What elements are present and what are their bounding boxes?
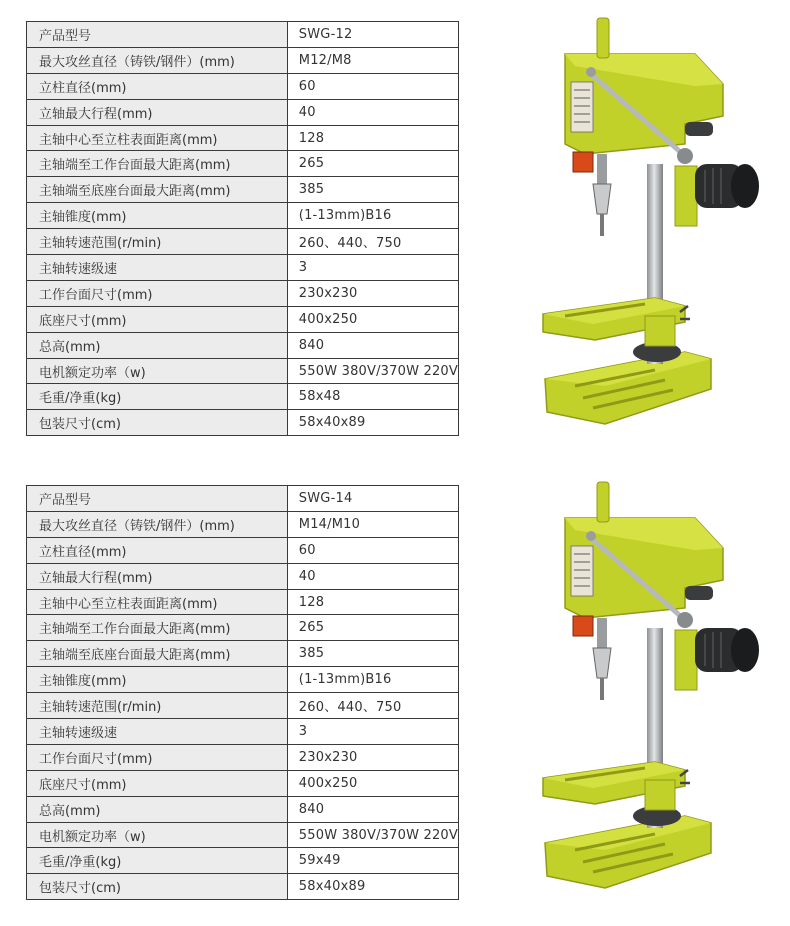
- spec-row: [27, 203, 459, 229]
- spec-value: 3: [287, 255, 458, 281]
- spec-row: [27, 99, 459, 125]
- spec-value: 128: [287, 589, 458, 615]
- spec-row: [27, 667, 459, 693]
- spec-value: 260、440、750: [287, 693, 458, 719]
- spec-value: 230x230: [287, 280, 458, 306]
- spec-value: 260、440、750: [287, 229, 458, 255]
- spec-label: 产品型号: [27, 22, 288, 48]
- spec-row: [27, 47, 459, 73]
- spec-label: 毛重/净重(kg): [27, 384, 288, 410]
- spec-value: 840: [287, 332, 458, 358]
- spec-row: [27, 693, 459, 719]
- spec-label: 产品型号: [27, 486, 288, 512]
- spec-label: 最大攻丝直径（铸铁/钢件）(mm): [27, 511, 288, 537]
- spec-row: [27, 874, 459, 900]
- spec-row: [27, 410, 459, 436]
- spec-row: [27, 796, 459, 822]
- spec-value: 59x49: [287, 848, 458, 874]
- spec-row: [27, 537, 459, 563]
- spec-row: [27, 848, 459, 874]
- spec-value: 58x40x89: [287, 874, 458, 900]
- tapping-machine-image: [535, 14, 765, 434]
- spec-row: [27, 744, 459, 770]
- spec-value: SWG-14: [287, 486, 458, 512]
- spec-label: 电机额定功率（w): [27, 358, 288, 384]
- spec-row: [27, 511, 459, 537]
- spec-row: [27, 255, 459, 281]
- spec-value: 58x48: [287, 384, 458, 410]
- spec-value: SWG-12: [287, 22, 458, 48]
- spec-value: 265: [287, 151, 458, 177]
- spec-row: [27, 486, 459, 512]
- spec-label: 主轴中心至立柱表面距离(mm): [27, 125, 288, 151]
- spec-value: 840: [287, 796, 458, 822]
- spec-value: M14/M10: [287, 511, 458, 537]
- spec-row: [27, 615, 459, 641]
- spec-label: 总高(mm): [27, 796, 288, 822]
- spec-label: 包装尺寸(cm): [27, 874, 288, 900]
- spec-value: 3: [287, 719, 458, 745]
- spec-label: 立轴最大行程(mm): [27, 563, 288, 589]
- spec-row: [27, 306, 459, 332]
- spec-label: 电机额定功率（w): [27, 822, 288, 848]
- spec-label: 主轴转速范围(r/min): [27, 693, 288, 719]
- spec-row: [27, 719, 459, 745]
- spec-value: 400x250: [287, 306, 458, 332]
- spec-label: 主轴转速级速: [27, 719, 288, 745]
- spec-value: 400x250: [287, 770, 458, 796]
- spec-label: 立柱直径(mm): [27, 537, 288, 563]
- spec-value: (1-13mm)B16: [287, 667, 458, 693]
- spec-label: 最大攻丝直径（铸铁/钢件）(mm): [27, 47, 288, 73]
- spec-row: [27, 332, 459, 358]
- spec-value: 60: [287, 73, 458, 99]
- spec-value: 550W 380V/370W 220V: [287, 822, 458, 848]
- spec-label: 主轴锥度(mm): [27, 667, 288, 693]
- spec-value: 550W 380V/370W 220V: [287, 358, 458, 384]
- spec-label: 主轴锥度(mm): [27, 203, 288, 229]
- spec-value: 58x40x89: [287, 410, 458, 436]
- spec-row: [27, 563, 459, 589]
- spec-row: [27, 22, 459, 48]
- spec-label: 主轴端至底座台面最大距离(mm): [27, 177, 288, 203]
- spec-row: [27, 822, 459, 848]
- spec-label: 工作台面尺寸(mm): [27, 280, 288, 306]
- spec-table-swg-12: [26, 21, 459, 436]
- spec-label: 工作台面尺寸(mm): [27, 744, 288, 770]
- spec-label: 主轴转速级速: [27, 255, 288, 281]
- spec-label: 立轴最大行程(mm): [27, 99, 288, 125]
- spec-label: 总高(mm): [27, 332, 288, 358]
- spec-row: [27, 73, 459, 99]
- spec-value: M12/M8: [287, 47, 458, 73]
- spec-value: 40: [287, 563, 458, 589]
- spec-row: [27, 384, 459, 410]
- spec-row: [27, 177, 459, 203]
- spec-value: 230x230: [287, 744, 458, 770]
- spec-value: 385: [287, 641, 458, 667]
- spec-value: 40: [287, 99, 458, 125]
- spec-table-swg-14: [26, 485, 459, 900]
- spec-label: 主轴端至工作台面最大距离(mm): [27, 151, 288, 177]
- spec-row: [27, 229, 459, 255]
- spec-label: 主轴端至底座台面最大距离(mm): [27, 641, 288, 667]
- spec-row: [27, 641, 459, 667]
- spec-label: 毛重/净重(kg): [27, 848, 288, 874]
- spec-row: [27, 358, 459, 384]
- spec-label: 立柱直径(mm): [27, 73, 288, 99]
- spec-label: 底座尺寸(mm): [27, 306, 288, 332]
- spec-row: [27, 125, 459, 151]
- spec-row: [27, 280, 459, 306]
- spec-row: [27, 770, 459, 796]
- spec-label: 主轴端至工作台面最大距离(mm): [27, 615, 288, 641]
- spec-label: 底座尺寸(mm): [27, 770, 288, 796]
- spec-label: 主轴转速范围(r/min): [27, 229, 288, 255]
- spec-value: (1-13mm)B16: [287, 203, 458, 229]
- tapping-machine-image: [535, 478, 765, 898]
- spec-value: 128: [287, 125, 458, 151]
- spec-row: [27, 151, 459, 177]
- spec-row: [27, 589, 459, 615]
- spec-label: 主轴中心至立柱表面距离(mm): [27, 589, 288, 615]
- spec-value: 385: [287, 177, 458, 203]
- spec-value: 265: [287, 615, 458, 641]
- spec-value: 60: [287, 537, 458, 563]
- spec-label: 包装尺寸(cm): [27, 410, 288, 436]
